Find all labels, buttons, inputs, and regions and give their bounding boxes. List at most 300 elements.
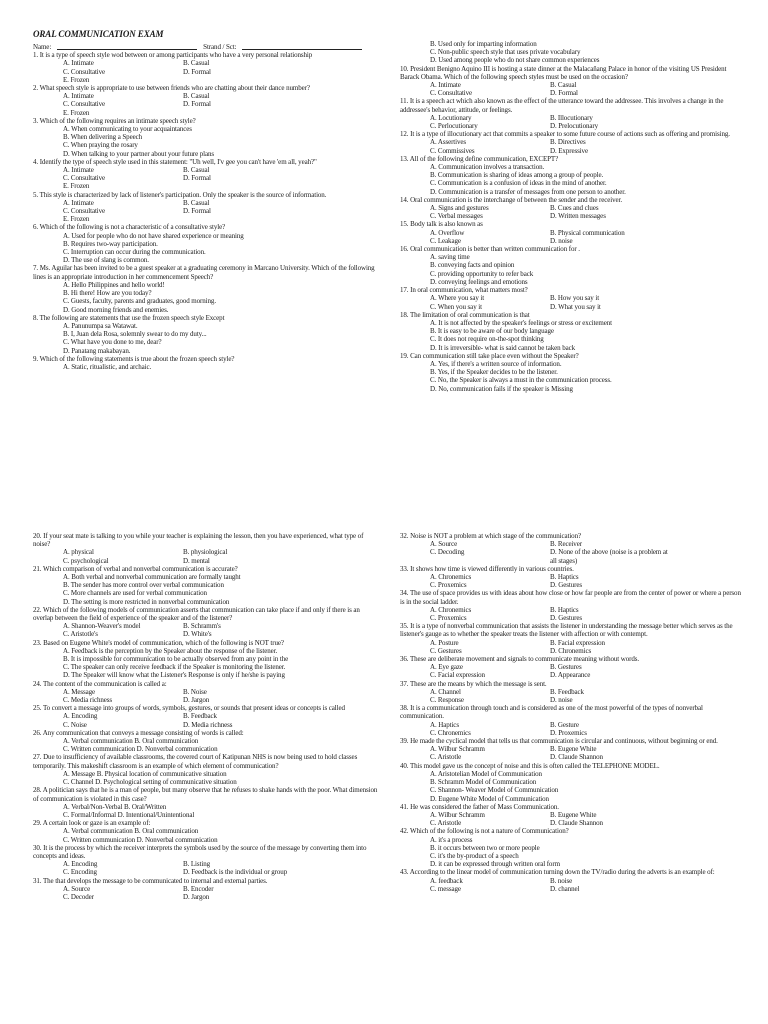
question-block [400, 762, 745, 803]
answer-option[interactable]: A. It is not affected by the speaker's feelings or stress or excitement [430, 318, 612, 327]
question-text: 7. Ms. Aguilar has been invited to be a guest speaker at a graduating ceremony in Marcano University. Which of the following lines is an appropriate introduction in her commencement Speech? [33, 264, 375, 281]
answer-option[interactable]: C. Consultative [63, 207, 106, 216]
answer-option[interactable]: A. Where you say it [430, 294, 485, 303]
answer-options [400, 294, 745, 310]
answer-option[interactable]: D. Chronemics [550, 646, 592, 655]
question-text: 10. President Benigno Aquino III is hosting a state dinner at the Malacañang Palace in honor of the visiting US President Barack Obama. Which of the following speech styles must be used on the occasion? [400, 64, 727, 81]
question-block [33, 753, 378, 786]
answer-option[interactable]: C. More channels are used for verbal communication [63, 589, 207, 598]
answer-option[interactable]: A. Yes, if there's a written source of information. [430, 359, 562, 368]
question-block [33, 84, 378, 117]
question-block [400, 311, 745, 352]
answer-options [33, 827, 378, 843]
question-text: 37. These are the means by which the message is sent. [400, 679, 547, 688]
answer-option[interactable]: C. Channel D. Psychological setting of communicative situation [63, 778, 237, 787]
answer-option[interactable]: D. Expressive [550, 146, 588, 155]
answer-options [33, 737, 378, 753]
answer-option[interactable]: C. Consultative [63, 174, 106, 183]
question-block [400, 220, 745, 245]
answer-option[interactable]: C. Written communication D. Nonverbal communication [63, 835, 218, 844]
answer-option[interactable]: D. Gestures [550, 581, 582, 590]
answer-option[interactable]: A. physical [63, 548, 94, 557]
question-text: 39. He made the cyclical model that tells us that communication is circular and continuous, without beginning or end. [400, 737, 718, 746]
answer-option[interactable]: A. Static, ritualistic, and archaic. [63, 362, 152, 371]
answer-options [400, 573, 745, 589]
answer-option[interactable]: A. it's a process [430, 835, 473, 844]
answer-option[interactable]: A. Overflow [430, 228, 465, 237]
answer-option[interactable]: B. noise [550, 876, 573, 885]
answer-option[interactable]: A. Encoding [63, 860, 98, 869]
answer-option[interactable]: B. Feedback [183, 712, 217, 721]
answer-option[interactable]: D. Used among people who do not share common experiences [430, 56, 600, 65]
answer-option[interactable]: C. Proxemics [430, 614, 467, 623]
question-text: 26. Any communication that conveys a message consisting of words is called: [33, 728, 244, 737]
answer-option[interactable]: C. It does not require on-the-spot thinking [430, 335, 544, 344]
answer-option[interactable]: B. it occurs between two or more people [430, 843, 540, 852]
answer-option[interactable]: C. Communication is a confusion of ideas in the mind of another. [430, 179, 607, 188]
answer-options [400, 639, 745, 655]
question-text: 9. Which of the following statements is true about the frozen speech style? [33, 354, 235, 363]
answer-option[interactable]: C. Consultative [63, 100, 106, 109]
answer-option[interactable]: D. Formal [550, 89, 578, 98]
answer-options [400, 40, 745, 65]
question-text: 27. Due to insufficiency of available classrooms, the covered court of Katipunan NHS is now being used to hold classes temporarily. This makeshift classroom is an example of which element of communication? [33, 753, 358, 770]
question-block [400, 565, 745, 590]
answer-option[interactable]: C. providing opportunity to refer back [430, 269, 534, 278]
answer-option[interactable]: C. Written communication D. Nonverbal communication [63, 745, 218, 754]
question-text: 15. Body talk is also known as [400, 220, 483, 229]
answer-options [33, 573, 378, 606]
answer-option[interactable]: D. Communication is a transfer of messages from one person to another. [430, 187, 626, 196]
question-block [400, 65, 745, 98]
answer-option[interactable]: C. message [430, 884, 461, 893]
question-block [33, 704, 378, 729]
question-text: 28. A politician says that he is a man of people, but many observe that he refuses to shake hands with the poor. What dimension of communication is violated in this case? [33, 786, 378, 803]
answer-option[interactable]: C. Decoding [430, 548, 465, 557]
answer-option[interactable]: B. Eugene White [550, 810, 597, 819]
answer-option[interactable]: C. Consultative [63, 67, 106, 76]
answer-option[interactable]: B. Casual [183, 198, 210, 207]
answer-options [33, 166, 378, 191]
answer-option[interactable]: C. Perlocutionary [430, 122, 478, 131]
question-text: 31. The that develops the message to be communicated to internal and external parties. [33, 876, 268, 885]
answer-option[interactable]: C. Shannon- Weaver Model of Communication [430, 786, 559, 795]
answer-option[interactable]: D. Eugene White Model of Communication [430, 794, 549, 803]
answer-option[interactable]: A. Intimate [430, 81, 461, 90]
question-text: 4. Identify the type of speech style used in this statement: "Uh well, I'v gee you can't have 'em all, yeah?" [33, 157, 317, 166]
answer-option[interactable]: C. The speaker can only receive feedback if the Speaker is monitoring the listener. [63, 663, 286, 672]
answer-options [33, 322, 378, 355]
question-text: 25. To convert a message into groups of words, symbols, gestures, or sounds that present ideas or concepts is called [33, 704, 345, 713]
question-text: 35. It is a type of nonverbal communication that assists the listener in understanding the message better which serves as the listener's gauge as to whether the speaker treats the listener with affection or with contempt. [400, 622, 733, 639]
question-block [33, 264, 378, 313]
question-text: 32. Noise is NOT a problem at which stage of the communication? [400, 532, 581, 540]
question-block [33, 117, 378, 158]
answer-option[interactable]: B. Haptics [550, 605, 579, 614]
answer-options [33, 688, 378, 704]
answer-options [400, 770, 745, 803]
answer-option[interactable]: C. Guests, faculty, parents and graduates, good morning. [63, 297, 216, 306]
answer-options [400, 229, 745, 245]
question-text: 8. The following are statements that use the frozen speech style Except [33, 313, 225, 322]
answer-option[interactable]: A. Verbal communication B. Oral communication [63, 827, 199, 836]
question-text: 18. The limitation of oral communication is that [400, 310, 530, 319]
answer-option[interactable]: D. When talking to your partner about your future plans [63, 149, 215, 158]
answer-option[interactable]: A. Signs and gestures [430, 204, 489, 213]
question-text: 34. The use of space provides us with ideas about how close or how far people are from the center of power or where a person is in the social ladder. [400, 589, 741, 606]
answer-option[interactable]: C. Consultative [430, 89, 473, 98]
answer-option[interactable]: C. psychological [63, 556, 109, 565]
answer-option[interactable]: A. Verbal/Non-Verbal B. Oral/Written [63, 802, 167, 811]
question-block [33, 355, 378, 371]
question-text: 12. It is a type of illocutionary act that commits a speaker to some future course of actions such as offering and promising. [400, 130, 730, 139]
question-text: 16. Oral communication is better than written communication for . [400, 245, 580, 254]
question-block [400, 196, 745, 221]
answer-option[interactable]: B. Noise [183, 687, 207, 696]
answer-option[interactable]: D. channel [550, 884, 580, 893]
name-blank[interactable] [57, 43, 197, 50]
answer-option[interactable]: C. Facial expression [430, 671, 485, 680]
question-block [400, 803, 745, 828]
question-block [400, 589, 745, 622]
answer-option[interactable]: D. Proxemics [550, 728, 587, 737]
answer-option[interactable]: B. Haptics [550, 573, 579, 582]
answer-option[interactable]: C. Leakage [430, 236, 461, 245]
answer-option[interactable]: B. Casual [550, 81, 577, 90]
answer-option[interactable]: A. Shannon-Weaver's model [63, 622, 141, 631]
question-block [400, 532, 745, 565]
answer-option[interactable]: B. Physical communication [550, 228, 625, 237]
answer-option[interactable]: B. Schramm's [183, 622, 221, 631]
answer-option[interactable]: A. Locutionary [430, 113, 472, 122]
question-block [400, 737, 745, 762]
question-text: 1. It is a type of speech style wod between or among participants who have a very personal relationship [33, 51, 313, 60]
question-text: 14. Oral communication is the interchange of between the sender and the receiver. [400, 195, 623, 204]
answer-option[interactable]: D. Feedback is the individual or group [183, 868, 288, 877]
answer-options [400, 836, 745, 869]
answer-option[interactable]: A. feedback [430, 876, 463, 885]
question-block [400, 245, 745, 286]
answer-option[interactable]: C. Aristotle [430, 819, 462, 828]
answer-option[interactable]: A. saving time [430, 253, 470, 262]
answer-option[interactable]: D. It is irreversible- what is said cannot be taken back [430, 343, 576, 352]
answer-options [33, 885, 378, 901]
question-block [400, 40, 745, 65]
answer-option[interactable]: B. Used only for imparting information [430, 40, 537, 48]
answer-option[interactable]: A. Eye gaze [430, 663, 463, 672]
question-text: 13. All of the following define communication, EXCEPT? [400, 154, 559, 163]
column-1 [33, 28, 378, 371]
answer-option[interactable]: B. physiological [183, 548, 228, 557]
answer-option[interactable]: E. Frozen [63, 182, 90, 191]
answer-option[interactable]: A. When communicating to your acquaintances [63, 125, 192, 134]
answer-option[interactable]: C. Verbal messages [430, 212, 483, 221]
question-block [400, 868, 745, 893]
question-block [33, 844, 378, 877]
answer-options [33, 59, 378, 84]
answer-option[interactable]: D. What you say it [550, 302, 601, 311]
answer-option[interactable]: C. What have you done to me, dear? [63, 338, 162, 347]
answer-option[interactable]: A. Intimate [63, 92, 94, 101]
question-block [400, 97, 745, 130]
answer-options [33, 712, 378, 728]
answer-option[interactable]: B. Listing [183, 860, 211, 869]
answer-option[interactable]: D. Formal [183, 207, 211, 216]
answer-option[interactable]: C. Interruption can occur during the communication. [63, 248, 206, 257]
answer-option[interactable]: A. Intimate [63, 166, 94, 175]
answer-option[interactable]: D. Claude Shannon [550, 819, 603, 828]
answer-option[interactable]: C. Non-public speech style that uses private vocabulary [430, 48, 581, 57]
answer-option[interactable]: B. It is impossible for communication to be actually observed from any point in the [63, 655, 289, 664]
question-block [400, 352, 745, 393]
column-3 [33, 532, 378, 901]
question-block [33, 606, 378, 639]
question-block [400, 655, 745, 680]
answer-options [400, 138, 745, 154]
question-text: 24. The content of the communication is called a: [33, 679, 167, 688]
question-block [400, 286, 745, 311]
answer-options [400, 745, 745, 761]
answer-option[interactable]: B. Eugene White [550, 745, 597, 754]
answer-option[interactable]: D. Formal [183, 67, 211, 76]
question-block [400, 130, 745, 155]
answer-option[interactable]: C. Chronemics [430, 728, 471, 737]
question-block [33, 51, 378, 84]
answer-option[interactable]: A. Wilbur Schramm [430, 810, 485, 819]
answer-option[interactable]: D. Written messages [550, 212, 606, 221]
answer-options [33, 622, 378, 638]
question-text: 3. Which of the following requires an intimate speech style? [33, 116, 196, 125]
answer-options [33, 199, 378, 224]
question-text: 29. A certain look or gaze is an example of: [33, 819, 151, 828]
answer-option[interactable]: C. Media richness [63, 696, 113, 705]
question-block [400, 704, 745, 737]
answer-option[interactable]: D. White's [183, 630, 212, 639]
answer-options [33, 92, 378, 117]
answer-option[interactable]: C. When you say it [430, 302, 482, 311]
answer-option[interactable]: C. Aristotle's [63, 630, 98, 639]
answer-option[interactable]: D. The Speaker will know what the Listener's Response is only if he/she is paying [63, 671, 285, 680]
answer-option[interactable]: A. Channel [430, 687, 461, 696]
answer-option[interactable]: D. Jargon [183, 696, 210, 705]
question-text: 5. This style is characterized by lack of listener's participation. Only the speaker is the source of information. [33, 190, 327, 199]
answer-option[interactable]: E. Frozen [63, 215, 90, 224]
answer-options [33, 647, 378, 680]
answer-option[interactable]: C. it's the by-product of a speech [430, 851, 519, 860]
question-block [33, 191, 378, 224]
answer-option[interactable]: D. The use of slang is common. [63, 256, 149, 265]
answer-option[interactable]: D. conveying feelings and emotions [430, 277, 528, 286]
answer-options [400, 360, 745, 393]
answer-options [400, 81, 745, 97]
answer-option[interactable]: B. Gesture [550, 720, 579, 729]
answer-option[interactable]: B. When delivering a Speech [63, 133, 143, 142]
answer-option[interactable]: A. Panunumpa sa Watawat. [63, 321, 138, 330]
answer-option[interactable]: B. Requires two-way participation. [63, 239, 158, 248]
answer-option[interactable]: A. Verbal communication B. Oral communication [63, 737, 199, 746]
answer-option[interactable]: A. Aristotelian Model of Communication [430, 769, 542, 778]
question-block [33, 680, 378, 705]
answer-option[interactable]: B. Feedback [550, 687, 584, 696]
answer-option[interactable]: A. Intimate [63, 59, 94, 68]
column-2 [400, 40, 745, 393]
question-block [33, 786, 378, 819]
question-text: 11. It is a speech act which also known as the effect of the utterance toward the addressee. This involves a change in the addressee's behavior, attitude, or feelings. [400, 97, 724, 114]
answer-option[interactable]: B. Illocutionary [550, 113, 593, 122]
answer-options [33, 125, 378, 158]
answer-options [400, 877, 745, 893]
answer-options [33, 548, 378, 564]
question-block [33, 532, 378, 565]
answer-option[interactable]: B. Directives [550, 138, 586, 147]
question-block [33, 877, 378, 902]
answer-options [400, 811, 745, 827]
strand-blank[interactable] [242, 43, 362, 50]
question-text: 42. Which of the following is not a nature of Communication? [400, 827, 569, 836]
answer-option[interactable]: D. Formal [183, 174, 211, 183]
answer-option[interactable]: B. Yes, if the Speaker decides to be the listener. [430, 368, 558, 377]
answer-option[interactable]: D. Claude Shannon [550, 753, 603, 762]
answer-option[interactable]: A. Communication involves a transaction. [430, 163, 545, 172]
answer-option[interactable]: E. Frozen [63, 108, 90, 117]
answer-option[interactable]: B. It is easy to be aware of our body language [430, 327, 554, 336]
answer-option[interactable]: A. Wilbur Schramm [430, 745, 485, 754]
answer-option[interactable]: A. Source [63, 884, 91, 893]
question-text: 23. Based on Eugene White's model of communication, which of the following is NOT true? [33, 638, 284, 647]
answer-option[interactable]: B. Hi there! How are you today? [63, 289, 152, 298]
answer-option[interactable]: D. The setting is more restricted in nonverbal communication [63, 597, 230, 606]
answer-option[interactable]: D. Appearance [550, 671, 591, 680]
answer-option[interactable]: C. Gestures [430, 646, 462, 655]
answer-options [400, 540, 745, 565]
answer-option[interactable]: A. Haptics [430, 720, 459, 729]
answer-option[interactable]: B. Cues and clues [550, 204, 599, 213]
question-block [33, 819, 378, 844]
column-4 [400, 532, 745, 893]
question-text: 20. If your seat mate is talking to you while your teacher is explaining the lesson, then you have experienced, what type of noise? [33, 532, 364, 549]
question-text: 36. These are deliberate movement and signals to communicate meaning without words. [400, 655, 640, 664]
question-block [33, 314, 378, 355]
answer-options [33, 281, 378, 314]
answer-option[interactable]: C. No, the Speaker is always a must in the communication process. [430, 376, 612, 385]
answer-option[interactable]: D. No, communication fails if the speaker is Missing [430, 384, 573, 393]
answer-option[interactable]: A. Assertives [430, 138, 467, 147]
answer-option[interactable]: C. Noise [63, 720, 87, 729]
question-block [33, 729, 378, 754]
strand-label: Strand / Sct: [203, 43, 237, 51]
answer-option[interactable]: B. Casual [183, 166, 210, 175]
answer-option[interactable]: C. Aristotle [430, 753, 462, 762]
question-text: 41. He was considered the father of Mass Communication. [400, 802, 559, 811]
answer-option[interactable]: B. The sender has more control over verbal communication [63, 581, 224, 590]
question-text: 33. It shows how time is viewed differently in various countries. [400, 564, 574, 573]
answer-option[interactable]: C. Encoding [63, 868, 97, 877]
answer-option[interactable]: A. Chronemics [430, 573, 472, 582]
question-text: 38. It is a communication through touch and is considered as one of the most powerful of the types of nonverbal communication. [400, 704, 703, 721]
question-text: 22. Which of the following models of communication asserts that communication can take place if and only if there is an overlap between the field of experience of the speaker and of the listener? [33, 605, 360, 623]
answer-option[interactable]: D. Prelocutionary [550, 122, 599, 131]
answer-option[interactable]: A. Intimate [63, 198, 94, 207]
answer-option[interactable]: D. noise [550, 236, 573, 245]
answer-options [400, 721, 745, 737]
answer-options [400, 606, 745, 622]
answer-option[interactable]: D. Good morning friends and enemies. [63, 305, 169, 314]
question-text: 30. It is the process by which the receiver interprets the symbols used by the source of the message by converting them into concepts and ideas. [33, 843, 367, 860]
answer-options [400, 163, 745, 196]
answer-option[interactable]: B. Receiver [550, 540, 582, 549]
question-block [33, 639, 378, 680]
answer-option[interactable]: A. Source [430, 540, 458, 549]
answer-option[interactable]: B. conveying facts and opinion [430, 261, 515, 270]
answer-option[interactable]: A. Posture [430, 638, 459, 647]
answer-option[interactable]: A. Feedback is the perception by the Speaker about the response of the listener. [63, 646, 278, 655]
question-block [400, 155, 745, 196]
answer-option[interactable]: B. Gestures [550, 663, 582, 672]
question-text: 17. In oral communication, what matters most? [400, 286, 528, 295]
answer-option[interactable]: B. Casual [183, 59, 210, 68]
answer-option[interactable]: B. Casual [183, 92, 210, 101]
name-strand-header [33, 43, 378, 51]
question-text: 21. Which comparison of verbal and nonverbal communication is accurate? [33, 564, 238, 573]
answer-option[interactable]: C. Commissives [430, 146, 475, 155]
answer-options [400, 319, 745, 352]
answer-options [33, 803, 378, 819]
answer-option[interactable]: B. How you say it [550, 294, 600, 303]
answer-option[interactable]: B. Schramm Model of Communication [430, 778, 537, 787]
answer-option[interactable]: A. Hello Philippines and hello world! [63, 280, 165, 289]
answer-option[interactable]: D. it can be expressed through written oral form [430, 860, 560, 869]
answer-option[interactable]: A. Message [63, 687, 96, 696]
answer-option[interactable]: A. Both verbal and nonverbal communication are formally taught [63, 573, 241, 582]
answer-option[interactable]: A. Used for people who do not have shared experience or meaning [63, 231, 244, 240]
answer-option[interactable]: A. Encoding [63, 712, 98, 721]
answer-options [400, 688, 745, 704]
answer-option[interactable]: D. mental [183, 556, 210, 565]
answer-option[interactable]: B. Communication is sharing of ideas among a group of people. [430, 171, 604, 180]
question-block [400, 622, 745, 655]
answer-option[interactable]: E. Frozen [63, 75, 90, 84]
answer-option[interactable]: D. Gestures [550, 614, 582, 623]
answer-option[interactable]: D. Media richness [183, 720, 233, 729]
answer-option[interactable]: B. Facial expression [550, 638, 605, 647]
answer-option[interactable]: C. When praying the rosary [63, 141, 138, 150]
question-block [33, 158, 378, 191]
answer-option[interactable]: D. Jargon [183, 892, 210, 901]
answer-option[interactable]: A. Chronemics [430, 605, 472, 614]
answer-option[interactable]: C. Response [430, 696, 464, 705]
answer-options [33, 860, 378, 876]
answer-option[interactable]: A. Message B. Physical location of communicative situation [63, 769, 227, 778]
answer-option[interactable]: D. None of the above (noise is a problem at all stages) [550, 548, 668, 565]
question-text: 40. This model gave us the concept of noise and this is often called the TELEPHONE MODEL. [400, 761, 660, 770]
answer-option[interactable]: B. Encoder [183, 884, 214, 893]
question-block [33, 223, 378, 264]
answer-option[interactable]: C. Formal/Informal D. Intentional/Unintentional [63, 810, 195, 819]
answer-options [400, 663, 745, 679]
name-label: Name: [33, 43, 52, 51]
answer-option[interactable]: C. Decoder [63, 892, 94, 901]
answer-option[interactable]: D. noise [550, 696, 573, 705]
answer-option[interactable]: D. Panatang makabayan. [63, 346, 131, 355]
question-block [400, 827, 745, 868]
answer-option[interactable]: D. Formal [183, 100, 211, 109]
question-text: 2. What speech style is appropriate to use between friends who are chatting about their dance number? [33, 84, 310, 93]
answer-options [400, 114, 745, 130]
question-block [33, 565, 378, 606]
exam-title: ORAL COMMUNICATION EXAM [33, 29, 164, 39]
answer-option[interactable]: C. Proxemics [430, 581, 467, 590]
answer-option[interactable]: B. I, Juan dela Rosa, solemnly swear to do my duty... [63, 330, 207, 339]
